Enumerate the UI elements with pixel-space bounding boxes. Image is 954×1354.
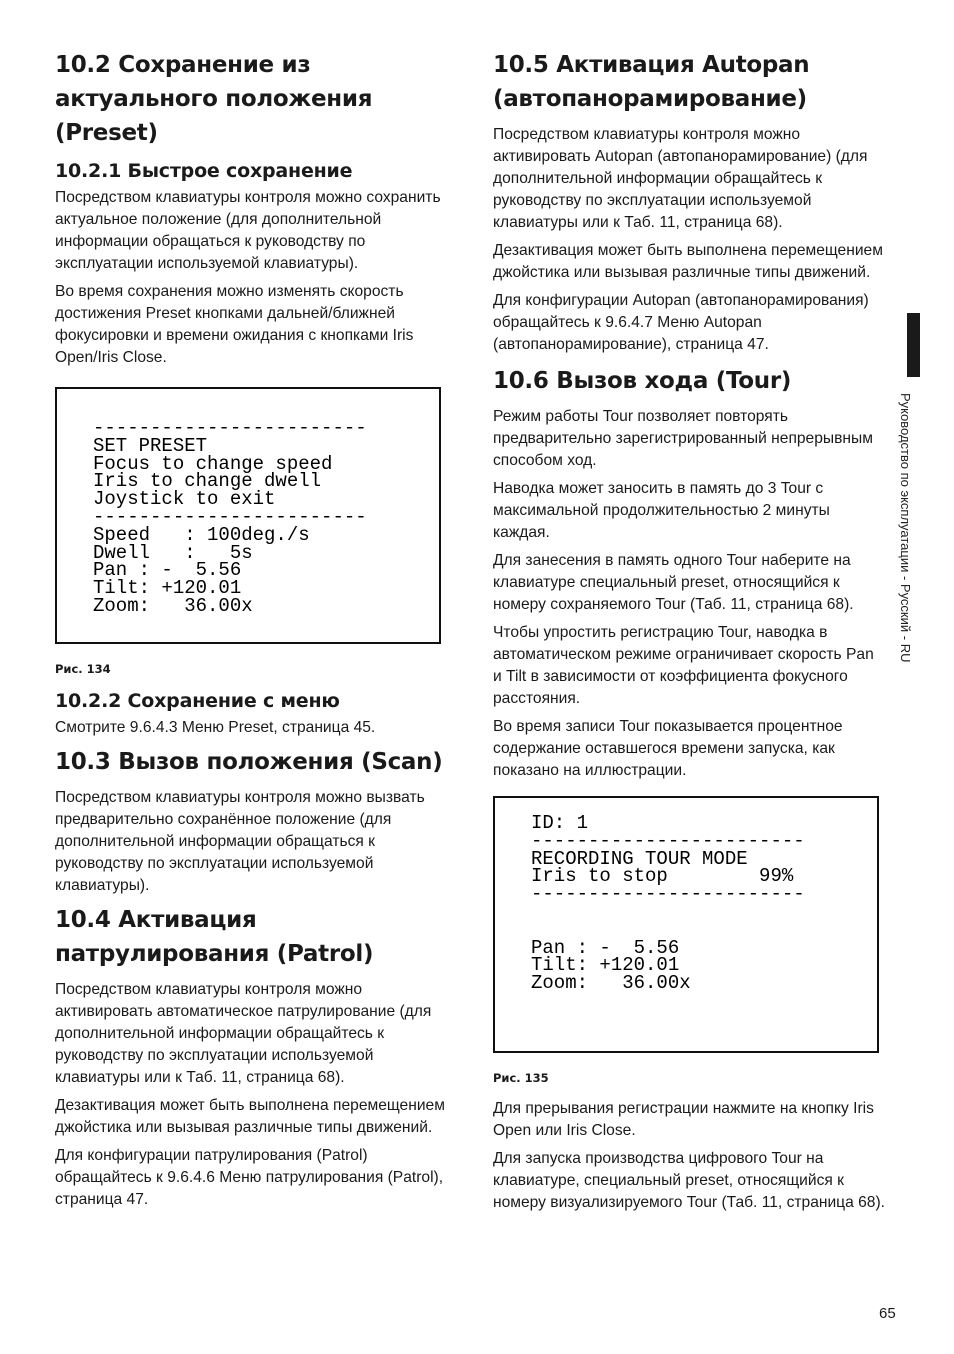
paragraph: Чтобы упростить регистрацию Tour, наводка в автоматическом режиме ограничивает скорость Pan и Tilt в зависимости от коэффициента фокусного расстояния. xyxy=(493,624,874,707)
screen-line: Iris to change dwell xyxy=(93,470,322,493)
screen-line: Iris to stop 99% xyxy=(531,865,794,888)
side-label: Руководство по эксплуатации - Русский - RU xyxy=(898,393,913,663)
screen-line: Joystick to exit xyxy=(93,488,276,511)
paragraph: Посредством клавиатуры контроля можно сохранить актуальное положение (для дополнительной информации обращаться к руководству по эксплуатации используемой клавиатуры). xyxy=(55,189,441,272)
paragraph: Во время сохранения можно изменять скорость достижения Preset кнопками дальней/ближней фокусировки и времени ожидания с кнопками Iris Open/Iris Close. xyxy=(55,283,414,366)
heading-10-3: 10.3 Вызов положения (Scan) xyxy=(55,749,443,775)
tour-screen-figure xyxy=(493,796,879,1053)
figure-caption-135: Рис. 135 xyxy=(493,1071,549,1085)
paragraph: Для запуска производства цифрового Tour на клавиатуре, специальный preset, относящийся к номеру визуализируемого Tour (Таб. 11, страница 68). xyxy=(493,1150,885,1211)
screen-line: ------------------------ xyxy=(93,417,367,439)
screen-line: SET PRESET xyxy=(93,434,208,457)
paragraph: Наводка может заносить в память до 3 Tour с максимальной продолжительностью 2 минуты каждая. xyxy=(493,480,830,541)
side-tab-marker xyxy=(907,313,920,377)
screen-line: RECORDING TOUR MODE xyxy=(531,847,748,870)
screen-line: ------------------------ xyxy=(93,505,367,528)
screen-line: ------------------------ xyxy=(531,829,805,852)
right-column xyxy=(493,48,885,1220)
paragraph: Для занесения в память одного Tour наберите на клавиатуре специальный preset, относящийся к номеру сохраняемого Tour (Таб. 11, страница 68). xyxy=(493,552,854,613)
screen-line: ID: 1 xyxy=(531,812,589,834)
screen-line: Pan : - 5.56 xyxy=(93,559,242,582)
paragraph: Посредством клавиатуры контроля можно вызвать предварительно сохранённое положение (для дополнительной информации обращаться к руководству по эксплуатации используемой клавиатуры). xyxy=(55,789,425,894)
screen-line xyxy=(531,904,877,922)
left-column xyxy=(55,48,457,1217)
heading-10-2-1: 10.2.1 Быстрое сохранение xyxy=(55,160,353,182)
paragraph: Режим работы Tour позволяет повторять предварительно зарегистрированный непрерывным способом ход. xyxy=(493,408,873,469)
screen-line: Pan : - 5.56 xyxy=(531,936,680,959)
heading-10-2-2: 10.2.2 Сохранение с меню xyxy=(55,690,340,712)
page-number: 65 xyxy=(879,1305,896,1322)
screen-line: Tilt: +120.01 xyxy=(93,577,242,600)
preset-screen-figure xyxy=(55,387,441,644)
paragraph: Посредством клавиатуры контроля можно активировать Autopan (автопанорамирование) (для дополнительной информации обращайтесь к руководству по эксплуатации используемой клавиатуры или к Таб. 11, страница 68). xyxy=(493,126,868,231)
heading-10-4: 10.4 Активация патрулирования (Patrol) xyxy=(55,907,374,967)
screen-line: Zoom: 36.00x xyxy=(93,594,253,617)
paragraph: Для конфигурации патрулирования (Patrol) обращайтесь к 9.6.4.6 Меню патрулирования (Patrol), страница 47. xyxy=(55,1147,444,1208)
heading-10-5: 10.5 Активация Autopan (автопанорамирование) xyxy=(493,52,810,112)
paragraph: Смотрите 9.6.4.3 Меню Preset, страница 45. xyxy=(55,719,376,736)
screen-line: Zoom: 36.00x xyxy=(531,972,691,995)
screen-line: Focus to change speed xyxy=(93,452,333,475)
heading-10-6: 10.6 Вызов хода (Tour) xyxy=(493,368,792,394)
screen-line: Tilt: +120.01 xyxy=(531,954,680,977)
paragraph: Дезактивация может быть выполнена перемещением джойстика или вызывая различные типы движений. xyxy=(493,242,883,281)
paragraph: Во время записи Tour показывается процентное содержание оставшегося времени запуска, как показано на иллюстрации. xyxy=(493,718,843,779)
screen-line: ------------------------ xyxy=(531,883,805,906)
paragraph: Посредством клавиатуры контроля можно активировать автоматическое патрулирование (для дополнительной информации обращайтесь к руководству по эксплуатации используемой клавиатуры или к Таб. 11, страница 68). xyxy=(55,981,432,1086)
paragraph: Дезактивация может быть выполнена перемещением джойстика или вызывая различные типы движений. xyxy=(55,1097,445,1136)
heading-10-2: 10.2 Сохранение из актуального положения (Preset) xyxy=(55,52,373,146)
screen-line: Dwell : 5s xyxy=(93,541,253,564)
figure-caption-134: Рис. 134 xyxy=(55,662,111,676)
screen-line: Speed : 100deg./s xyxy=(93,523,310,546)
paragraph: Для конфигурации Autopan (автопанорамирования) обращайтесь к 9.6.4.7 Меню Autopan (автопанорамирование), страница 47. xyxy=(493,292,869,353)
paragraph: Для прерывания регистрации нажмите на кнопку Iris Open или Iris Close. xyxy=(493,1100,874,1139)
